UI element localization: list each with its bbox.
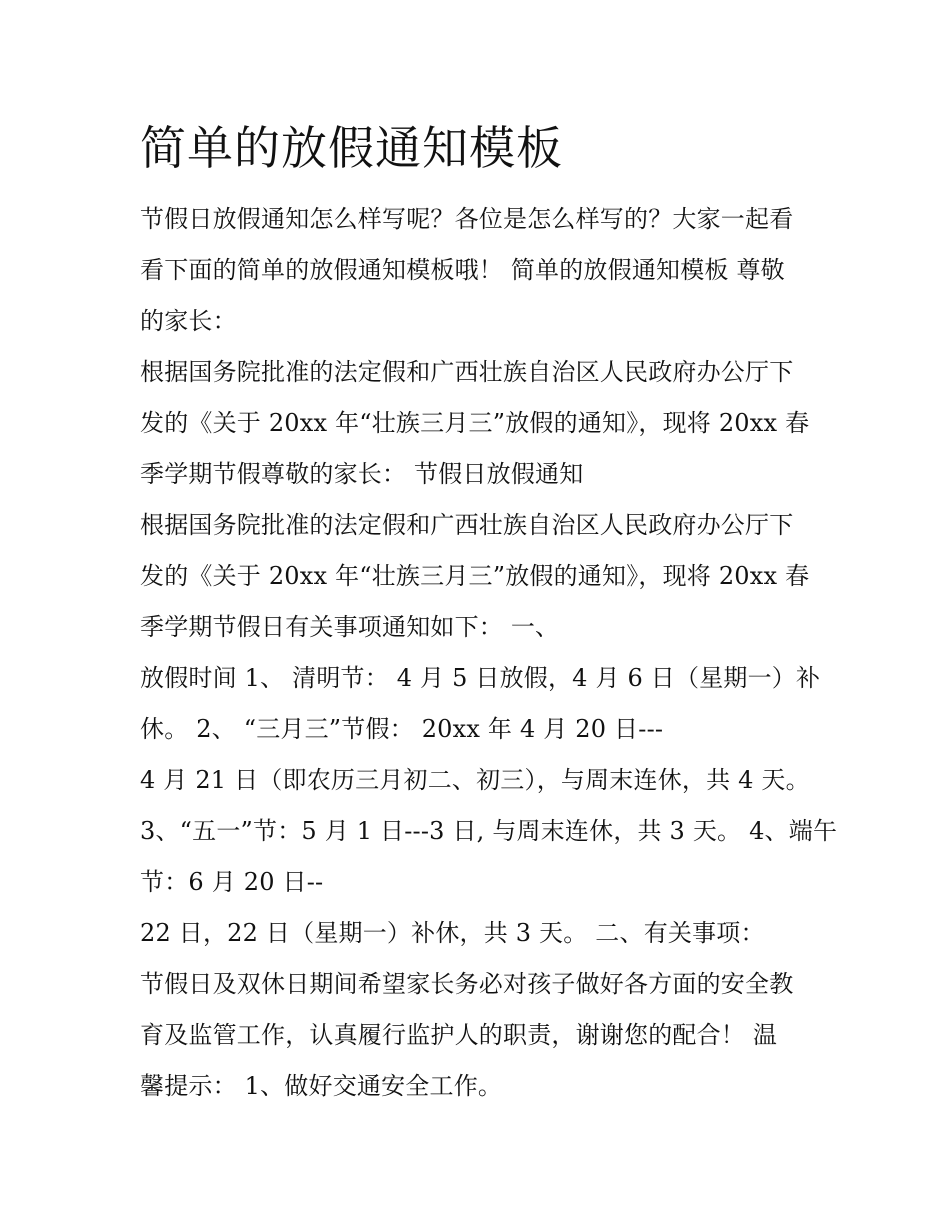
document-title: 简单的放假通知模板 [140, 121, 563, 175]
body-line: 放假时间 1、 清明节： 4 月 5 日放假，4 月 6 日（星期一）补 [140, 664, 821, 692]
body-line: 根据国务院批准的法定假和广西壮族自治区人民政府办公厅下 [140, 358, 794, 386]
body-line: 发的《关于 20xx 年“壮族三月三”放假的通知》，现将 20xx 春 [140, 562, 810, 590]
body-line: 3、“五一”节：5 月 1 日---3 日, 与周末连休，共 3 天。 4、端午 [140, 817, 838, 845]
body-line: 22 日，22 日（星期一）补休，共 3 天。 二、有关事项： [140, 919, 765, 947]
body-line: 根据国务院批准的法定假和广西壮族自治区人民政府办公厅下 [140, 511, 794, 539]
body-line: 休。 2、 “三月三”节假： 20xx 年 4 月 20 日--- [140, 715, 664, 743]
body-line: 节：6 月 20 日-- [140, 868, 324, 896]
body-line: 4 月 21 日（即农历三月初二、初三），与周末连休，共 4 天。 [140, 766, 810, 794]
body-line: 发的《关于 20xx 年“壮族三月三”放假的通知》，现将 20xx 春 [140, 409, 810, 437]
body-line: 育及监管工作，认真履行监护人的职责，谢谢您的配合！ 温 [140, 1021, 778, 1049]
body-line: 节假日放假通知怎么样写呢？各位是怎么样写的？大家一起看 [140, 205, 794, 233]
body-line: 节假日及双休日期间希望家长务必对孩子做好各方面的安全教 [140, 970, 794, 998]
document-body [140, 194, 838, 1112]
body-line: 馨提示： 1、做好交通安全工作。 [140, 1072, 503, 1100]
body-line: 的家长： [140, 307, 237, 335]
body-line: 看下面的简单的放假通知模板哦！ 简单的放假通知模板 尊敬 [140, 256, 785, 284]
body-line: 季学期节假尊敬的家长： 节假日放假通知 [140, 460, 584, 488]
body-line: 季学期节假日有关事项通知如下： 一、 [140, 613, 560, 641]
